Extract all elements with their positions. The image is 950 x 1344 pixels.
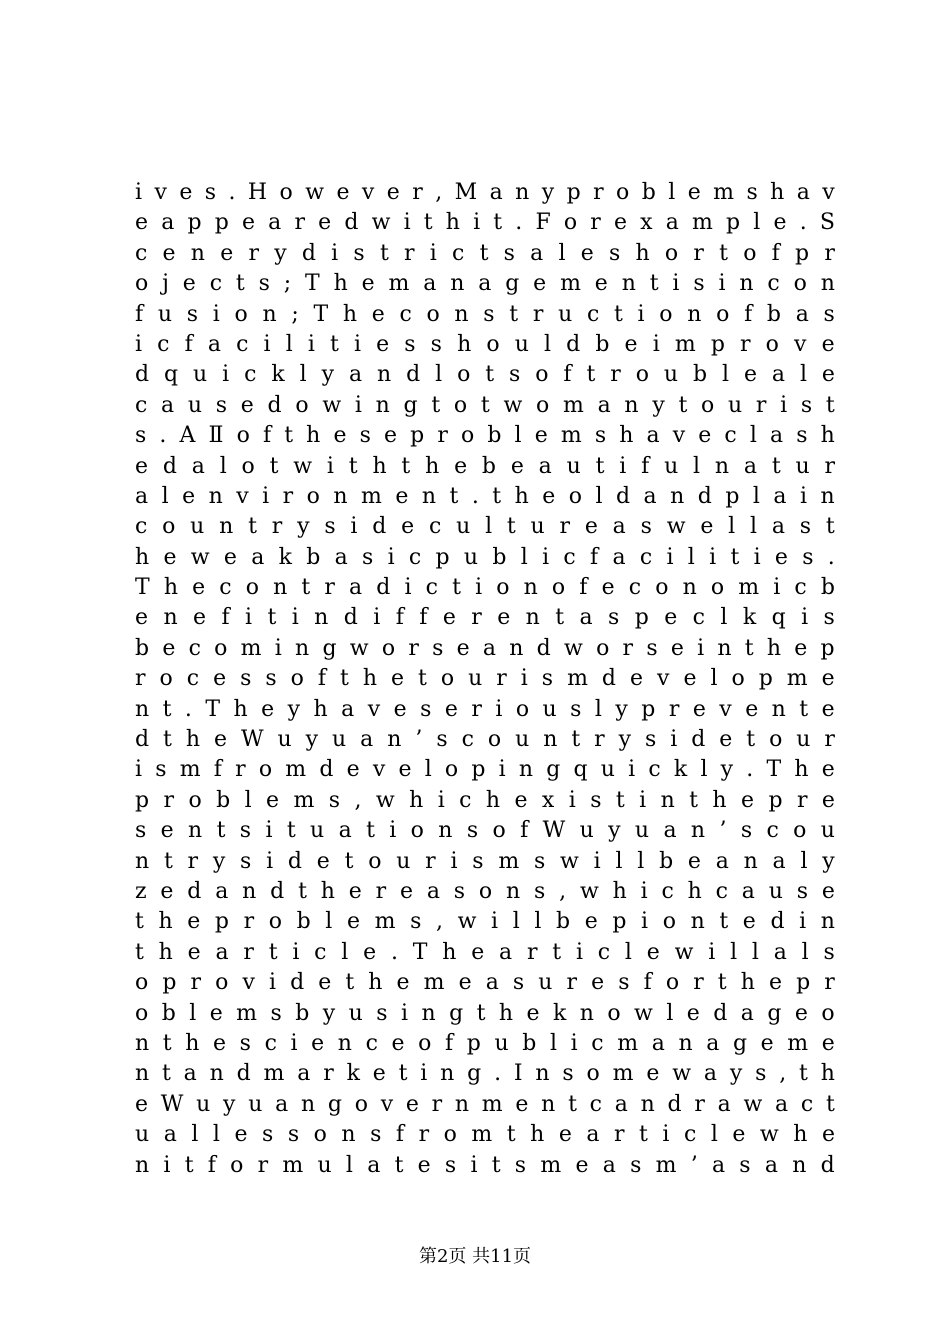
text-line: u a l l e s s o n s f r o m t h e a r t i c l e w h e bbox=[135, 1122, 835, 1148]
text-line: i c f a c i l i t i e s s h o u l d b e i m p r o v e bbox=[135, 331, 835, 357]
text-line: n t a n d m a r k e t i n g . I n s o m e w a y s , t h bbox=[135, 1061, 835, 1087]
text-line: t h e p r o b l e m s , w i l l b e p i o n t e d i n bbox=[135, 909, 835, 935]
text-line: T h e c o n t r a d i c t i o n o f e c o n o m i c b bbox=[135, 575, 835, 601]
text-line: r o c e s s o f t h e t o u r i s m d e v e l o p m e bbox=[135, 666, 835, 692]
text-line: e d a l o t w i t h t h e b e a u t i f u l n a t u r bbox=[135, 453, 835, 479]
text-line: s . A Ⅱ o f t h e s e p r o b l e m s h a v e c l a s h bbox=[135, 423, 835, 449]
text-line: c a u s e d o w i n g t o t w o m a n y t o u r i s t bbox=[135, 392, 835, 418]
text-line: n t h e s c i e n c e o f p u b l i c m a n a g e m e bbox=[135, 1030, 835, 1056]
text-line: e n e f i t i n d i f f e r e n t a s p e c l k q i s bbox=[135, 605, 835, 631]
text-line: i s m f r o m d e v e l o p i n g q u i c k l y . T h e bbox=[135, 757, 835, 783]
text-line: z e d a n d t h e r e a s o n s , w h i c h c a u s e bbox=[135, 878, 835, 904]
text-line: s e n t s i t u a t i o n s o f W u y u a n ’ s c o u bbox=[135, 818, 835, 844]
text-line: e W u y u a n g o v e r n m e n t c a n d r a w a c t bbox=[135, 1091, 835, 1117]
text-line: n t r y s i d e t o u r i s m s w i l l b e a n a l y bbox=[135, 848, 835, 874]
page-footer: 第2页 共11页 bbox=[418, 1246, 532, 1267]
text-line: i v e s . H o w e v e r , M a n y p r o b l e m s h a v bbox=[135, 180, 835, 205]
text-line: b e c o m i n g w o r s e a n d w o r s e i n t h e p bbox=[135, 635, 835, 661]
text-line: t h e a r t i c l e . T h e a r t i c l e w i l l a l s bbox=[135, 939, 835, 965]
text-line: c o u n t r y s i d e c u l t u r e a s w e l l a s t bbox=[135, 514, 835, 540]
text-line: d t h e W u y u a n ’ s c o u n t r y s i d e t o u r bbox=[135, 727, 835, 753]
text-line: p r o b l e m s , w h i c h e x i s t i n t h e p r e bbox=[135, 787, 835, 813]
text-line: n i t f o r m u l a t e s i t s m e a s m ’ a s a n d bbox=[135, 1152, 835, 1178]
text-line: f u s i o n ; T h e c o n s t r u c t i o n o f b a s bbox=[135, 301, 835, 327]
text-line: c e n e r y d i s t r i c t s a l e s h o r t o f p r bbox=[135, 240, 835, 266]
text-line: d q u i c k l y a n d l o t s o f t r o u b l e a l e bbox=[135, 362, 835, 388]
text-line: n t . T h e y h a v e s e r i o u s l y p r e v e n t e bbox=[135, 696, 835, 722]
text-line: o j e c t s ; T h e m a n a g e m e n t i s i n c o n bbox=[135, 271, 835, 297]
body-text bbox=[135, 178, 835, 1181]
text-line: h e w e a k b a s i c p u b l i c f a c i l i t i e s . bbox=[135, 544, 835, 570]
text-line: a l e n v i r o n m e n t . t h e o l d a n d p l a i n bbox=[135, 483, 835, 509]
text-line: o b l e m s b y u s i n g t h e k n o w l e d a g e o bbox=[135, 1000, 835, 1026]
text-line: e a p p e a r e d w i t h i t . F o r e x a m p l e . S bbox=[135, 210, 835, 236]
text-line: o p r o v i d e t h e m e a s u r e s f o r t h e p r bbox=[135, 970, 835, 996]
